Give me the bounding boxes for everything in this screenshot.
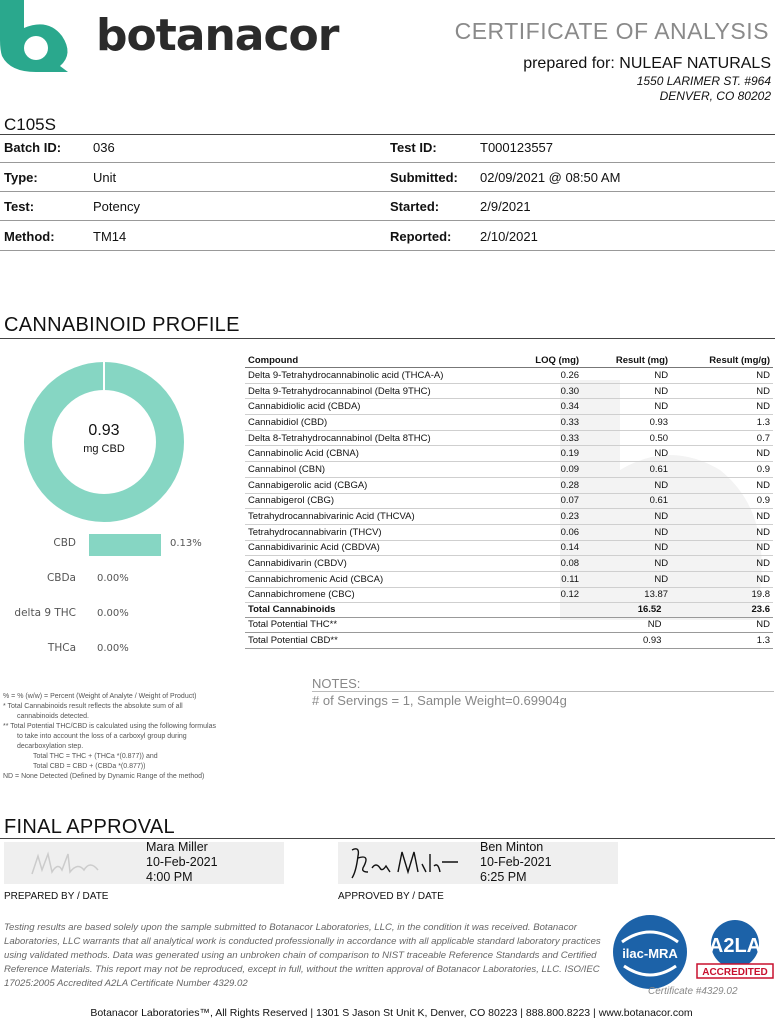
compound-cell: Tetrahydrocannabivarinic Acid (THCVA): [245, 509, 506, 525]
table-row: [245, 430, 773, 446]
totals-table: [245, 602, 773, 649]
footnote: decarboxylation step.: [17, 743, 84, 750]
bar-value: 0.13%: [170, 538, 202, 549]
loq-cell: 0.19: [506, 446, 582, 462]
compound-cell: Cannabidiol (CBD): [245, 415, 506, 431]
result-mg-cell: ND: [582, 540, 671, 556]
totals-row: [245, 633, 773, 649]
result-mg-cell: 0.93: [582, 415, 671, 431]
divider: [0, 220, 775, 221]
col-compound: Compound: [245, 354, 506, 368]
totals-cell: 23.6: [664, 602, 773, 617]
approved-time: 6:25 PM: [480, 870, 527, 884]
col-result-mg: Result (mg): [582, 354, 671, 368]
totals-cell: 1.3: [664, 633, 773, 649]
totals-cell: Total Cannabinoids: [245, 602, 506, 617]
footnote: Total THC = THC + (THCa *(0.877)) and: [33, 753, 158, 760]
test-label: Test:: [4, 199, 35, 214]
totals-cell: [506, 617, 533, 633]
table-row: [245, 556, 773, 572]
divider: [0, 162, 775, 163]
submitted-label: Submitted:: [390, 170, 458, 185]
started-label: Started:: [390, 199, 440, 214]
compound-cell: Cannabidiolic acid (CBDA): [245, 399, 506, 415]
divider: [0, 838, 775, 839]
table-row: [245, 477, 773, 493]
result-mgg-cell: ND: [671, 509, 773, 525]
loq-cell: 0.07: [506, 493, 582, 509]
result-mgg-cell: 19.8: [671, 587, 773, 603]
footnote: ** Total Potential THC/CBD is calculated using the following formulas: [3, 723, 216, 730]
ilac-mra-logo: [610, 912, 690, 992]
result-mg-cell: 0.61: [582, 493, 671, 509]
totals-cell: [506, 602, 533, 617]
compound-cell: Cannabichromene (CBC): [245, 587, 506, 603]
accredited-text: ACCREDITED: [702, 967, 768, 978]
totals-cell: 0.93: [533, 633, 665, 649]
col-result-mgg: Result (mg/g): [671, 354, 773, 368]
botanacor-logo-icon: [0, 0, 74, 72]
totals-cell: Total Potential THC**: [245, 617, 506, 633]
table-row: [245, 368, 773, 384]
prepared-date: 10-Feb-2021: [146, 855, 218, 869]
result-mg-cell: ND: [582, 477, 671, 493]
footnote: % = % (w/w) = Percent (Weight of Analyte / Weight of Product): [3, 693, 197, 700]
prepared-for: prepared for: NULEAF NATURALS: [523, 55, 771, 72]
loq-cell: 0.11: [506, 571, 582, 587]
loq-cell: 0.14: [506, 540, 582, 556]
table-row: [245, 587, 773, 603]
prepared-time: 4:00 PM: [146, 870, 193, 884]
approved-by-name: Ben Minton: [480, 840, 544, 854]
table-row: [245, 509, 773, 525]
batch-id-label: Batch ID:: [4, 140, 62, 155]
started-value: 2/9/2021: [480, 199, 531, 214]
result-mg-cell: ND: [582, 383, 671, 399]
footnote: cannabinoids detected.: [17, 713, 89, 720]
bar-label: CBDa: [46, 572, 76, 584]
section-title-final-approval: FINAL APPROVAL: [4, 816, 175, 838]
loq-cell: 0.30: [506, 383, 582, 399]
loq-cell: 0.12: [506, 587, 582, 603]
batch-id-value: 036: [93, 140, 115, 155]
bar-label: THCa: [47, 642, 76, 654]
result-mg-cell: 0.50: [582, 430, 671, 446]
compound-cell: Cannabidivarinic Acid (CBDVA): [245, 540, 506, 556]
reported-label: Reported:: [390, 229, 452, 244]
loq-cell: 0.06: [506, 524, 582, 540]
loq-cell: 0.33: [506, 415, 582, 431]
totals-cell: ND: [664, 617, 773, 633]
footnote: to take into account the loss of a carboxyl group during: [17, 733, 187, 740]
col-loq: LOQ (mg): [506, 354, 582, 368]
bar-value: 0.00%: [97, 643, 129, 654]
result-mg-cell: ND: [582, 399, 671, 415]
test-value: Potency: [93, 199, 140, 214]
totals-cell: Total Potential CBD**: [245, 633, 506, 649]
approved-signature: [346, 842, 462, 884]
result-mg-cell: ND: [582, 524, 671, 540]
table-row: [245, 524, 773, 540]
result-mg-cell: ND: [582, 556, 671, 572]
compound-cell: Cannabigerolic acid (CBGA): [245, 477, 506, 493]
footnote: Total CBD = CBD + (CBDa *(0.877)): [33, 763, 146, 770]
compound-cell: Cannabinol (CBN): [245, 462, 506, 478]
result-mgg-cell: 0.7: [671, 430, 773, 446]
result-mgg-cell: 1.3: [671, 415, 773, 431]
donut-value: 0.93: [88, 422, 120, 439]
approved-by-label: APPROVED BY / DATE: [338, 891, 444, 902]
result-mgg-cell: ND: [671, 540, 773, 556]
result-mgg-cell: ND: [671, 571, 773, 587]
certificate-number: Certificate #4329.02: [648, 986, 738, 997]
notes-text: # of Servings = 1, Sample Weight=0.69904g: [312, 693, 567, 708]
divider: [0, 191, 775, 192]
test-id-value: T000123557: [480, 140, 554, 155]
footnote: ND = None Detected (Defined by Dynamic Range of the method): [3, 773, 205, 780]
table-row: [245, 446, 773, 462]
result-mgg-cell: ND: [671, 477, 773, 493]
client-address-line2: DENVER, CO 80202: [659, 89, 771, 103]
result-mgg-cell: ND: [671, 383, 773, 399]
result-mgg-cell: ND: [671, 446, 773, 462]
divider: [312, 691, 774, 692]
compound-cell: Cannabigerol (CBG): [245, 493, 506, 509]
loq-cell: 0.26: [506, 368, 582, 384]
bar: [89, 534, 161, 556]
brand-name: botanacor: [96, 10, 339, 61]
cbd-donut-chart: [22, 360, 186, 524]
totals-cell: 16.52: [533, 602, 665, 617]
divider: [0, 338, 775, 339]
footnotes: [3, 692, 216, 782]
a2la-text: A2LA: [708, 935, 762, 957]
bar-label: CBD: [53, 537, 76, 549]
table-row: [245, 571, 773, 587]
table-row: [245, 540, 773, 556]
result-mgg-cell: ND: [671, 368, 773, 384]
bar-value: 0.00%: [97, 608, 129, 619]
compound-cell: Cannabinolic Acid (CBNA): [245, 446, 506, 462]
compound-cell: Delta 9-Tetrahydrocannabinol (Delta 9THC): [245, 383, 506, 399]
notes-title: NOTES:: [312, 676, 361, 691]
totals-row: [245, 602, 773, 617]
disclaimer: Testing results are based solely upon the sample submitted to Botanacor Laboratories, LLC, in the condition it was received. Botanacor Laboratories, LLC warrants that all analytical work is conducted professionally in accordance with all applicable standard laboratory practices using validated methods. Data was generated using an unbroken chain of comparison to NIST traceable Reference Standards and Certified Reference Materials. This report may not be reproduced, except in full, without the written approval of Botanacor Laboratories, LLC. ISO/IEC 17025:2005 Accredited A2LA Certificate Number 4329.02: [4, 922, 601, 989]
table-header-row: [245, 354, 773, 368]
method-value: TM14: [93, 229, 127, 244]
section-title-cannabinoid-profile: CANNABINOID PROFILE: [4, 314, 240, 336]
loq-cell: 0.23: [506, 509, 582, 525]
bar-value: 0.00%: [97, 573, 129, 584]
potency-table: [245, 354, 773, 603]
loq-cell: 0.08: [506, 556, 582, 572]
footer: Botanacor Laboratories™, All Rights Reserved | 1301 S Jason St Unit K, Denver, CO 80223 | 888.800.8223 | www.botanacor.com: [90, 1007, 693, 1019]
table-row: [245, 383, 773, 399]
loq-cell: 0.33: [506, 430, 582, 446]
compound-cell: Delta 9-Tetrahydrocannabinolic acid (THCA-A): [245, 368, 506, 384]
prepared-signature: [28, 848, 108, 880]
table-row: [245, 493, 773, 509]
compound-cell: Delta 8-Tetrahydrocannabinol (Delta 8THC): [245, 430, 506, 446]
table-row: [245, 462, 773, 478]
compound-cell: Tetrahydrocannabivarin (THCV): [245, 524, 506, 540]
prepared-by-label: PREPARED BY / DATE: [4, 891, 109, 902]
bar-label: delta 9 THC: [14, 607, 76, 619]
result-mg-cell: ND: [582, 446, 671, 462]
a2la-accredited-logo: [695, 918, 775, 980]
table-row: [245, 399, 773, 415]
submitted-value: 02/09/2021 @ 08:50 AM: [480, 170, 621, 185]
totals-cell: ND: [533, 617, 665, 633]
sample-id: C105S: [4, 115, 56, 134]
totals-row: [245, 617, 773, 633]
loq-cell: 0.34: [506, 399, 582, 415]
compound-cell: Cannabidivarin (CBDV): [245, 556, 506, 572]
loq-cell: 0.28: [506, 477, 582, 493]
loq-cell: 0.09: [506, 462, 582, 478]
ilac-text: ilac-MRA: [622, 946, 678, 961]
result-mg-cell: ND: [582, 571, 671, 587]
donut-unit: mg CBD: [83, 443, 125, 455]
table-row: [245, 415, 773, 431]
approved-date: 10-Feb-2021: [480, 855, 552, 869]
result-mg-cell: 0.61: [582, 462, 671, 478]
totals-cell: [506, 633, 533, 649]
result-mg-cell: ND: [582, 368, 671, 384]
divider: [0, 134, 775, 135]
result-mg-cell: ND: [582, 509, 671, 525]
method-label: Method:: [4, 229, 55, 244]
footnote: * Total Cannabinoids result reflects the absolute sum of all: [3, 703, 183, 710]
type-label: Type:: [4, 170, 38, 185]
result-mgg-cell: ND: [671, 399, 773, 415]
client-address-line1: 1550 LARIMER ST. #964: [636, 74, 771, 88]
result-mgg-cell: ND: [671, 556, 773, 572]
compound-cell: Cannabichromenic Acid (CBCA): [245, 571, 506, 587]
prepared-by-name: Mara Miller: [146, 840, 208, 854]
result-mgg-cell: 0.9: [671, 493, 773, 509]
document-title: CERTIFICATE OF ANALYSIS: [454, 18, 769, 44]
divider: [0, 250, 775, 251]
result-mgg-cell: ND: [671, 524, 773, 540]
result-mg-cell: 13.87: [582, 587, 671, 603]
reported-value: 2/10/2021: [480, 229, 538, 244]
result-mgg-cell: 0.9: [671, 462, 773, 478]
test-id-label: Test ID:: [390, 140, 437, 155]
type-value: Unit: [93, 170, 117, 185]
